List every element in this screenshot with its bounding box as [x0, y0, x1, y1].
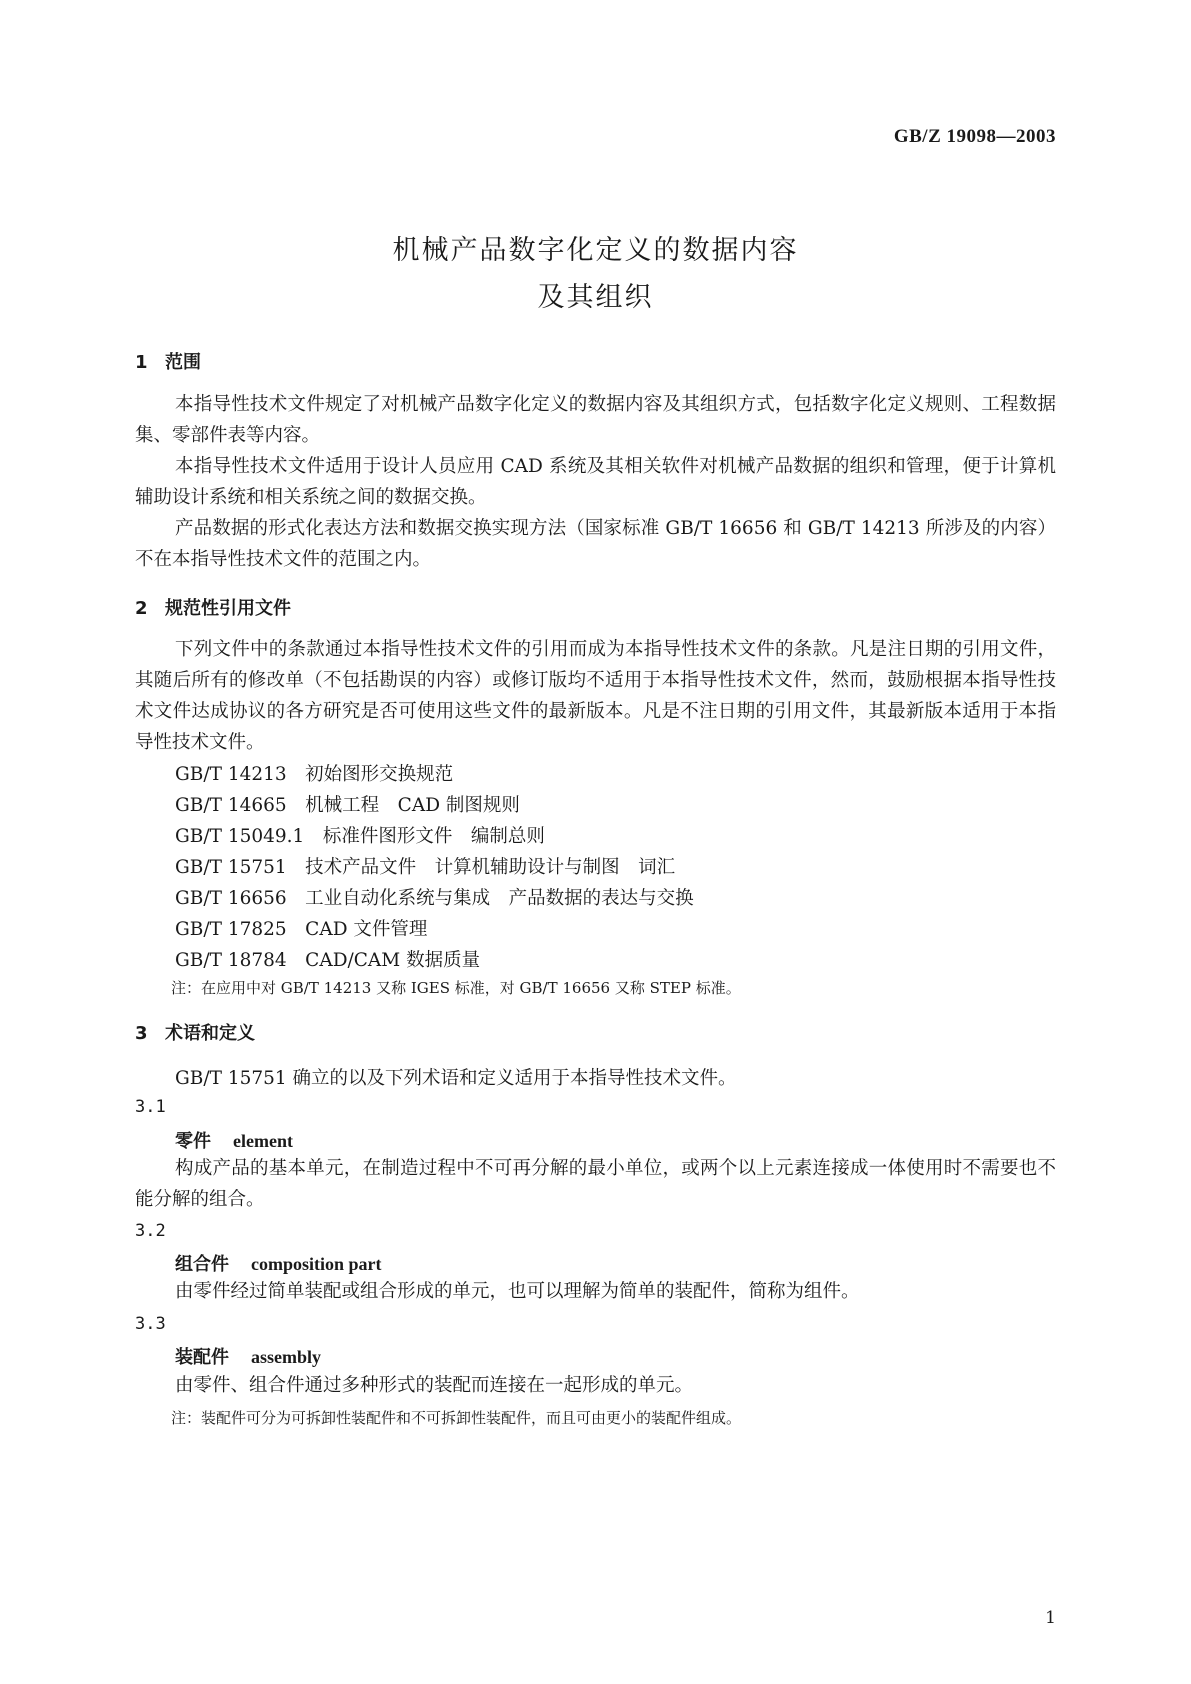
section-number: 1 [135, 352, 148, 373]
standard-code: GB/Z 19098—2003 [893, 126, 1056, 147]
paragraph: 下列文件中的条款通过本指导性技术文件的引用而成为本指导性技术文件的条款。凡是注日期的引用文件，其随后所有的修改单（不包括勘误的内容）或修订版均不适用于本指导性技术文件，然而，鼓励根据本指导性技术文件达成协议的各方研究是否可使用这些文件的最新版本。凡是不注日期的引用文件，其最新版本适用于本指导性技术文件。 [135, 639, 1056, 753]
section-number: 3 [135, 1023, 148, 1044]
section-title: 术语和定义 [165, 1023, 255, 1044]
term-en: element [233, 1131, 293, 1151]
reference-item: GB/T 18784 CAD/CAM 数据质量 [175, 950, 481, 971]
term-en: composition part [251, 1254, 382, 1274]
term-zh: 装配件 [175, 1347, 229, 1368]
section-3-heading [135, 1019, 255, 1045]
document-title-line2: 及其组织 [537, 282, 654, 313]
term-heading [175, 1343, 321, 1369]
page-number: 1 [1045, 1608, 1056, 1628]
section-2-heading [135, 594, 291, 620]
section-title: 规范性引用文件 [165, 598, 291, 619]
section-1-heading [135, 348, 201, 374]
term-heading [175, 1250, 382, 1276]
term-heading [175, 1127, 293, 1153]
paragraph: 产品数据的形式化表达方法和数据交换实现方法（国家标准 GB/T 16656 和 GB/T 14213 所涉及的内容）不在本指导性技术文件的范围之内。 [135, 518, 1056, 570]
reference-item: GB/T 16656 工业自动化系统与集成 产品数据的表达与交换 [175, 888, 694, 909]
paragraph: 本指导性技术文件规定了对机械产品数字化定义的数据内容及其组织方式，包括数字化定义规则、工程数据集、零部件表等内容。 [135, 394, 1056, 446]
term-definition: 构成产品的基本单元，在制造过程中不可再分解的最小单位，或两个以上元素连接成一体使用时不需要也不能分解的组合。 [135, 1158, 1056, 1210]
document-title-line1: 机械产品数字化定义的数据内容 [392, 235, 799, 266]
term-zh: 零件 [175, 1131, 211, 1152]
reference-item: GB/T 15751 技术产品文件 计算机辅助设计与制图 词汇 [175, 857, 676, 878]
section-intro: GB/T 15751 确立的以及下列术语和定义适用于本指导性技术文件。 [175, 1068, 737, 1089]
term-definition: 由零件经过简单装配或组合形成的单元，也可以理解为简单的装配件，简称为组件。 [175, 1281, 860, 1302]
note: 注：装配件可分为可拆卸性装配件和不可拆卸性装配件，而且可由更小的装配件组成。 [171, 1409, 742, 1427]
reference-item: GB/T 14665 机械工程 CAD 制图规则 [175, 795, 520, 816]
reference-item: GB/T 17825 CAD 文件管理 [175, 919, 428, 940]
note: 注：在应用中对 GB/T 14213 又称 IGES 标准，对 GB/T 16656 又称 STEP 标准。 [171, 979, 741, 997]
term-en: assembly [251, 1347, 322, 1367]
reference-item: GB/T 15049.1 标准件图形文件 编制总则 [175, 826, 545, 847]
reference-item: GB/T 14213 初始图形交换规范 [175, 764, 454, 785]
section-title: 范围 [165, 352, 201, 373]
clause-number: 3.1 [135, 1097, 166, 1117]
section-number: 2 [135, 598, 148, 619]
clause-number: 3.3 [135, 1314, 166, 1334]
clause-number: 3.2 [135, 1221, 166, 1241]
term-zh: 组合件 [175, 1254, 229, 1275]
term-definition: 由零件、组合件通过多种形式的装配而连接在一起形成的单元。 [175, 1375, 694, 1396]
paragraph: 本指导性技术文件适用于设计人员应用 CAD 系统及其相关软件对机械产品数据的组织和管理，便于计算机辅助设计系统和相关系统之间的数据交换。 [135, 456, 1056, 508]
